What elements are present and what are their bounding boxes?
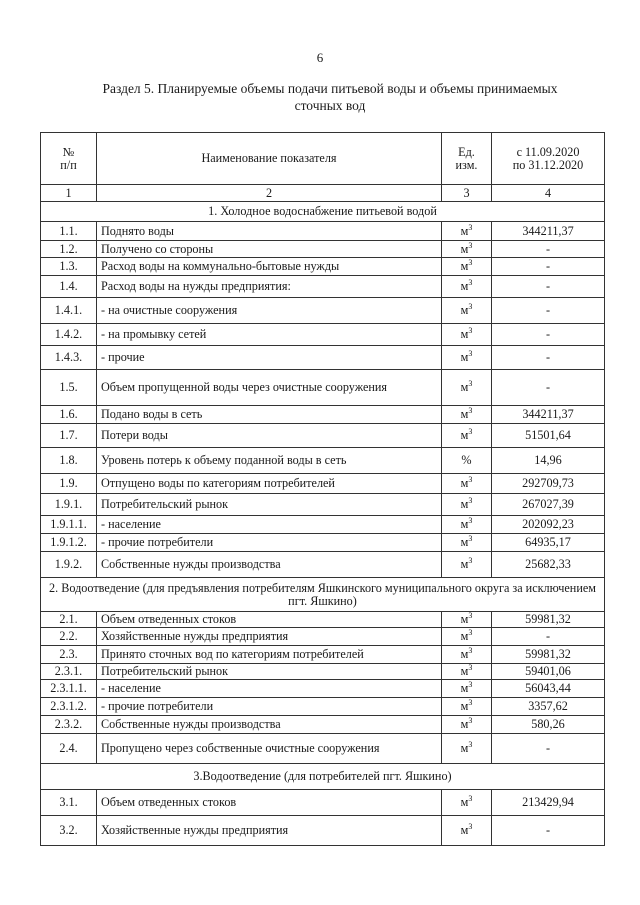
table-row [41,716,605,734]
row-value: - [492,370,605,406]
row-unit [442,680,492,698]
title-line-2: сточных вод [294,98,366,113]
unit-base: м [460,497,469,511]
unit-exponent: 3 [468,515,473,525]
table-row [41,790,605,816]
table-row [41,612,605,628]
row-unit [442,552,492,578]
row-indicator-name: Объем пропущенной воды через очистные сооружения [97,370,442,406]
unit-base: м [460,223,469,238]
row-number: 1.9. [41,474,97,494]
unit-base: м [460,259,469,273]
row-number: 2.4. [41,734,97,764]
row-value: 344211,37 [492,406,605,424]
unit-base: м [460,535,469,549]
row-value: 59401,06 [492,664,605,680]
row-number: 1.6. [41,406,97,424]
unit-exponent: 3 [468,222,473,232]
row-value: 213429,94 [492,790,605,816]
row-indicator-name: Объем отведенных стоков [97,612,442,628]
table-row [41,734,605,764]
row-indicator-name: Потери воды [97,424,442,448]
row-unit [442,276,492,298]
page-number: 6 [316,50,324,65]
table-row [41,698,605,716]
section-header-row [41,764,605,790]
unit-base: м [460,407,469,421]
table-row [41,680,605,698]
unit-base: м [460,681,469,695]
row-number: 2.3.1.2. [41,698,97,716]
unit-base: м [460,279,469,293]
unit-exponent: 3 [468,378,473,388]
row-value: 51501,64 [492,424,605,448]
row-value: - [492,298,605,324]
unit-exponent: 3 [468,793,473,803]
row-unit [442,816,492,846]
row-unit [442,698,492,716]
row-value: - [492,346,605,370]
table-row [41,424,605,448]
row-indicator-name: - прочие потребители [97,698,442,716]
section-title: 3.Водоотведение (для потребителей пгт. Яшкино) [41,764,605,790]
row-indicator-name: Собственные нужды производства [97,552,442,578]
row-unit [442,424,492,448]
table-row [41,494,605,516]
table-row [41,324,605,346]
indicators-table [40,132,605,846]
header-unit: Ед. изм. [442,133,492,185]
table-row [41,534,605,552]
row-value: - [492,276,605,298]
section-header-row [41,578,605,612]
section-title: 1. Холодное водоснабжение питьевой водой [41,202,605,222]
row-indicator-name: Уровень потерь к объему поданной воды в сеть [97,448,442,474]
header-number: № п/п [41,133,97,185]
row-indicator-name: Потребительский рынок [97,664,442,680]
row-indicator-name: Поднято воды [97,222,442,241]
row-unit [442,346,492,370]
row-unit [442,628,492,646]
table-row [41,516,605,534]
unit-base: м [460,699,469,713]
unit-base: м [460,517,469,531]
header-indicator-name: Наименование показателя [97,133,442,185]
unit-exponent: 3 [468,679,473,689]
unit-base: м [460,612,469,626]
row-unit [442,370,492,406]
unit-exponent: 3 [468,257,473,267]
unit-exponent: 3 [468,697,473,707]
row-unit [442,258,492,276]
unit-base: м [460,717,469,731]
table-row [41,474,605,494]
table-row [41,448,605,474]
row-indicator-name: Принято сточных вод по категориям потребителей [97,646,442,664]
table-row [41,628,605,646]
row-number: 2.3.2. [41,716,97,734]
table-row [41,406,605,424]
unit-exponent: 3 [468,240,473,250]
row-number: 1.2. [41,241,97,258]
row-unit [442,324,492,346]
column-number-3: 3 [442,185,492,202]
row-number: 2.3.1. [41,664,97,680]
row-unit [442,716,492,734]
row-number: 1.3. [41,258,97,276]
table-row [41,816,605,846]
row-value: - [492,816,605,846]
table-row [41,646,605,664]
row-value: 59981,32 [492,646,605,664]
row-value: 59981,32 [492,612,605,628]
row-indicator-name: Пропущено через собственные очистные сооружения [97,734,442,764]
unit-base: м [460,741,469,755]
row-indicator-name: Расход воды на нужды предприятия: [97,276,442,298]
row-number: 1.4. [41,276,97,298]
row-unit [442,474,492,494]
column-number-1: 1 [41,185,97,202]
table-row [41,241,605,258]
section-title: 2. Водоотведение (для предъявления потребителям Яшкинского муниципального округа за исключением пгт. Яшкино) [41,578,605,612]
column-number-2: 2 [97,185,442,202]
row-indicator-name: Потребительский рынок [97,494,442,516]
row-indicator-name: Отпущено воды по категориям потребителей [97,474,442,494]
row-unit [442,612,492,628]
unit-exponent: 3 [468,405,473,415]
row-number: 1.5. [41,370,97,406]
row-value: - [492,241,605,258]
table-body [41,133,605,846]
unit-exponent: 3 [468,426,473,436]
row-unit [442,664,492,680]
table-header-row [41,133,605,185]
row-value: - [492,324,605,346]
row-number: 1.9.1. [41,494,97,516]
row-value: 64935,17 [492,534,605,552]
row-value: 14,96 [492,448,605,474]
row-number: 2.2. [41,628,97,646]
unit-base: м [460,380,469,394]
row-number: 1.8. [41,448,97,474]
header-period: с 11.09.2020 по 31.12.2020 [492,133,605,185]
row-value: 56043,44 [492,680,605,698]
unit-exponent: 3 [468,533,473,543]
unit-base: м [460,476,469,490]
row-unit [442,734,492,764]
table-row [41,552,605,578]
unit-exponent: 3 [468,627,473,637]
table-row [41,664,605,680]
row-indicator-name: - население [97,680,442,698]
document-title [80,80,580,114]
row-indicator-name: Собственные нужды производства [97,716,442,734]
row-value: - [492,734,605,764]
row-indicator-name: Расход воды на коммунально-бытовые нужды [97,258,442,276]
row-value: 25682,33 [492,552,605,578]
unit-base: м [460,647,469,661]
row-number: 1.7. [41,424,97,448]
title-line-1: Раздел 5. Планируемые объемы подачи питьевой воды и объемы принимаемых [102,81,558,96]
row-value: 292709,73 [492,474,605,494]
row-indicator-name: Хозяйственные нужды предприятия [97,816,442,846]
row-value: - [492,258,605,276]
unit-exponent: 3 [468,474,473,484]
row-indicator-name: Объем отведенных стоков [97,790,442,816]
unit-exponent: 3 [468,325,473,335]
row-indicator-name: Подано воды в сеть [97,406,442,424]
unit-base: м [460,327,469,341]
table-row [41,258,605,276]
row-indicator-name: - на очистные сооружения [97,298,442,324]
unit-base: м [460,823,469,837]
unit-base: м [460,350,469,364]
unit-exponent: 3 [468,555,473,565]
unit-exponent: 3 [468,663,473,672]
unit-exponent: 3 [468,277,473,287]
table-row [41,370,605,406]
unit-exponent: 3 [468,348,473,358]
unit-exponent: 3 [468,495,473,505]
table-row [41,346,605,370]
unit-exponent: 3 [468,739,473,749]
row-number: 1.9.1.2. [41,534,97,552]
row-unit [442,494,492,516]
unit-base: м [460,795,469,809]
row-number: 1.9.1.1. [41,516,97,534]
row-unit [442,241,492,258]
section-header-row [41,202,605,222]
unit-exponent: 3 [468,645,473,655]
row-indicator-name: - на промывку сетей [97,324,442,346]
row-unit [442,646,492,664]
table-row [41,298,605,324]
row-number: 1.4.2. [41,324,97,346]
row-number: 3.1. [41,790,97,816]
row-number: 1.4.3. [41,346,97,370]
row-value: 202092,23 [492,516,605,534]
row-indicator-name: - население [97,516,442,534]
row-number: 1.9.2. [41,552,97,578]
row-indicator-name: - прочие потребители [97,534,442,552]
row-indicator-name: Получено со стороны [97,241,442,258]
table-row [41,276,605,298]
unit-exponent: 3 [468,301,473,311]
unit-exponent: 3 [468,715,473,725]
row-number: 2.3.1.1. [41,680,97,698]
row-value: - [492,628,605,646]
row-number: 3.2. [41,816,97,846]
unit-base: м [460,664,469,678]
row-unit: % [442,448,492,474]
row-number: 1.1. [41,222,97,241]
row-indicator-name: - прочие [97,346,442,370]
row-number: 1.4.1. [41,298,97,324]
row-value: 344211,37 [492,222,605,241]
unit-base: м [460,303,469,317]
row-unit [442,516,492,534]
row-value: 580,26 [492,716,605,734]
unit-base: м [460,241,469,256]
row-value: 267027,39 [492,494,605,516]
row-unit [442,298,492,324]
row-indicator-name: Хозяйственные нужды предприятия [97,628,442,646]
row-unit [442,406,492,424]
row-unit [442,222,492,241]
unit-exponent: 3 [468,611,473,620]
column-number-4: 4 [492,185,605,202]
row-value: 3357,62 [492,698,605,716]
unit-base: м [460,629,469,643]
table-column-numbers-row [41,185,605,202]
row-number: 2.1. [41,612,97,628]
row-unit [442,534,492,552]
unit-exponent: 3 [468,821,473,831]
table-row [41,222,605,241]
row-number: 2.3. [41,646,97,664]
unit-base: м [460,557,469,571]
unit-base: м [460,428,469,442]
row-unit [442,790,492,816]
